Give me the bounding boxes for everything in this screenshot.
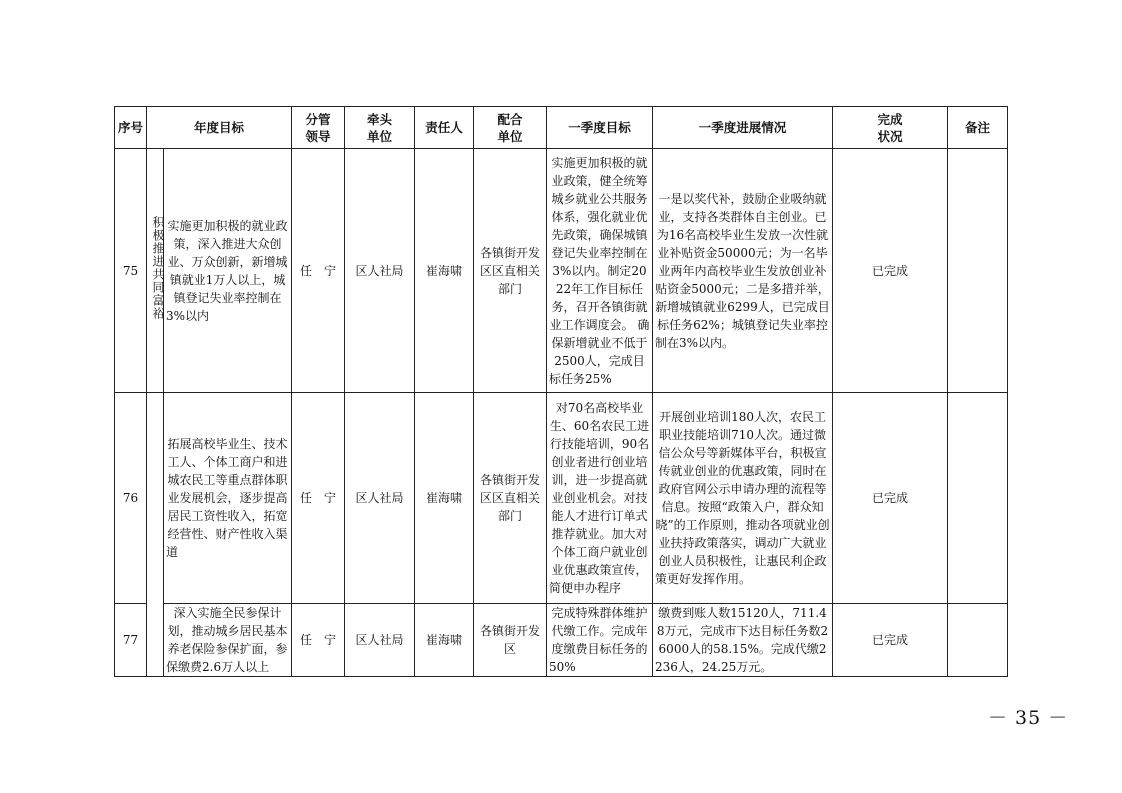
row-remarks (948, 604, 1008, 677)
row-annual-goal: 深入实施全民参保计划，推动城乡居民基本养老保险参保扩面，参保缴费2.6万人以上 (164, 604, 292, 677)
header-seq: 序号 (115, 107, 147, 149)
row-q1-goal: 对70名高校毕业生、60名农民工进行技能培训，90名创业者进行创业培训，进一步提高就业创业机会。对技能人才进行订单式推荐就业。加大对个体工商户就业创业优惠政策宣传，简便申办程序 (547, 393, 653, 604)
header-remarks: 备注 (948, 107, 1008, 149)
row-seq: 77 (115, 604, 147, 677)
row-person: 崔海啸 (415, 604, 474, 677)
header-leader: 分管领导 (292, 107, 345, 149)
row-q1-goal: 完成特殊群体维护代缴工作。完成年度缴费目标任务的50% (547, 604, 653, 677)
row-q1-progress: 缴费到账人数15120人，711.48万元，完成市下达目标任务数26000人的58.15%。完成代缴2236人，24.25万元。 (653, 604, 833, 677)
header-q1-goal: 一季度目标 (547, 107, 653, 149)
header-row (115, 107, 1008, 149)
category-cell-blank (147, 393, 164, 677)
page-number: － 35 － (988, 707, 1069, 729)
work-progress-table (114, 106, 1008, 677)
row-lead-unit: 区人社局 (345, 149, 415, 393)
row-status: 已完成 (833, 393, 948, 604)
row-lead-unit: 区人社局 (345, 604, 415, 677)
header-annual-goal: 年度目标 (147, 107, 292, 149)
header-person: 责任人 (415, 107, 474, 149)
row-coop-unit: 各镇街开发区区直相关部门 (474, 149, 547, 393)
row-person: 崔海啸 (415, 393, 474, 604)
category-label: 积极推进共同富裕 (151, 216, 165, 320)
row-coop-unit: 各镇街开发区区直相关部门 (474, 393, 547, 604)
row-annual-goal: 拓展高校毕业生、技术工人、个体工商户和进城农民工等重点群体职业发展机会，逐步提高居民工资性收入，拓宽经营性、财产性收入渠道 (164, 393, 292, 604)
row-leader: 任 宁 (292, 604, 345, 677)
row-lead-unit: 区人社局 (345, 393, 415, 604)
table-row (115, 393, 1008, 604)
header-coop-unit: 配合单位 (474, 107, 547, 149)
row-coop-unit: 各镇街开发区 (474, 604, 547, 677)
header-lead-unit: 牵头单位 (345, 107, 415, 149)
row-seq: 75 (115, 149, 147, 393)
row-person: 崔海啸 (415, 149, 474, 393)
row-q1-progress: 一是以奖代补，鼓励企业吸纳就业，支持各类群体自主创业。已为16名高校毕业生发放一次性就业补贴资金50000元；为一名毕业两年内高校毕业生发放创业补贴资金5000元；二是多措并举，新增城镇就业6299人，已完成目标任务62%；城镇登记失业率控制在3%以内。 (653, 149, 833, 393)
row-q1-progress: 开展创业培训180人次，农民工职业技能培训710人次。通过微信公众号等新媒体平台，积极宣传就业创业的优惠政策，同时在政府官网公示申请办理的流程等信息。按照“政策入户，群众知晓”的工作原则，推动各项就业创业扶持政策落实，调动广大就业创业人员积极性，让惠民利企政策更好发挥作用。 (653, 393, 833, 604)
table-row (115, 149, 1008, 393)
header-q1-progress: 一季度进展情况 (653, 107, 833, 149)
row-status: 已完成 (833, 604, 948, 677)
row-status: 已完成 (833, 149, 948, 393)
row-remarks (948, 149, 1008, 393)
row-annual-goal: 实施更加积极的就业政策，深入推进大众创业、万众创新，新增城镇就业1万人以上，城镇登记失业率控制在3%以内 (164, 149, 292, 393)
row-seq: 76 (115, 393, 147, 604)
row-q1-goal: 实施更加积极的就业政策，健全统筹城乡就业公共服务体系，强化就业优先政策，确保城镇登记失业率控制在3%以内。制定2022年工作目标任务，召开各镇街就业工作调度会。 确保新增就业不低于2500人，完成目标任务25% (547, 149, 653, 393)
row-remarks (948, 393, 1008, 604)
row-leader: 任 宁 (292, 149, 345, 393)
header-status: 完成状况 (833, 107, 948, 149)
table-row (115, 604, 1008, 677)
category-cell (147, 149, 164, 393)
row-leader: 任 宁 (292, 393, 345, 604)
